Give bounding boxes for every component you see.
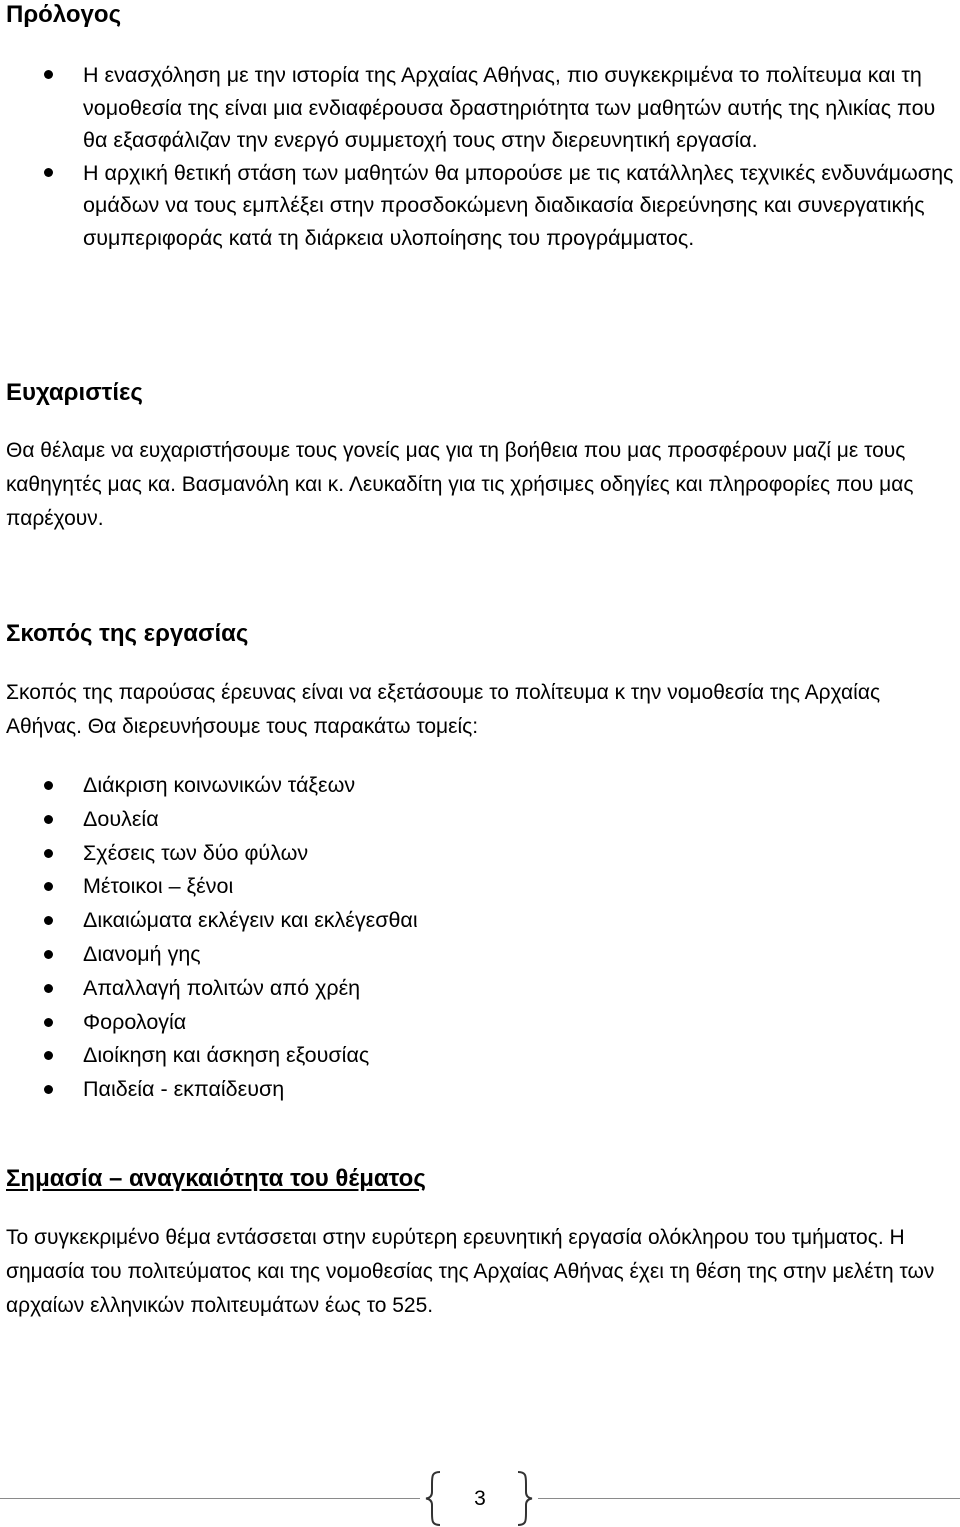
bullet-icon: [44, 950, 53, 959]
topic-item: [0, 938, 900, 972]
bullet-icon: [44, 1051, 53, 1060]
bullet-icon: [44, 984, 53, 993]
purpose-paragraph: Σκοπός της παρούσας έρευνας είναι να εξετάσουμε το πολίτευμα κ την νομοθεσία της Αρχαίας Αθήνας. Θα διερευνήσουμε τους παρακάτω τομείς:: [6, 681, 881, 738]
topic-item: [0, 837, 900, 871]
bullet-icon: [44, 70, 53, 79]
bullet-icon: [44, 1085, 53, 1094]
prologue-bullet-text: Η ενασχόληση με την ιστορία της Αρχαίας Αθήνας, πιο συγκεκριμένα το πολίτευμα και τη νομοθεσία της είναι μια ενδιαφέρουσα δραστηριότητα των μαθητών αυτής της ηλικίας που θα εξασφάλιζαν την ενεργό συμμετοχή τους στην διερευνητική εργασία.: [83, 63, 936, 152]
topic-item: [0, 803, 900, 837]
thanks-heading: Ευχαριστίες: [6, 379, 143, 406]
prologue-bullet-text: Η αρχική θετική στάση των μαθητών θα μπορούσε με τις κατάλληλες τεχνικές ενδυνάμωσης ομάδων να τους εμπλέξει στην προσδοκώμενη διαδικασία διερεύνησης και συνεργατικής συμπεριφοράς κατά τη διάρκεια υλοποίησης του προγράμματος.: [83, 160, 954, 250]
topic-item: [0, 1039, 900, 1073]
bullet-icon: [44, 916, 53, 925]
topic-text: Μέτοικοι – ξένοι: [83, 874, 234, 899]
topic-text: Φορολογία: [83, 1009, 187, 1034]
topic-item: [0, 1006, 900, 1040]
topic-text: Δουλεία: [83, 806, 159, 831]
bullet-icon: [44, 849, 53, 858]
topic-item: [0, 769, 900, 803]
topic-text: Απαλλαγή πολιτών από χρέη: [83, 975, 361, 1000]
prologue-bullet-item: [0, 157, 960, 255]
footer-rule: [538, 1498, 960, 1499]
page-number: 3: [474, 1487, 486, 1510]
topics-bullet-list: [0, 769, 900, 1107]
topic-text: Δικαιώματα εκλέγειν και εκλέγεσθαι: [83, 908, 418, 933]
prologue-bullet-list: [0, 59, 960, 254]
purpose-heading: Σκοπός της εργασίας: [6, 620, 249, 647]
topic-text: Διάκριση κοινωνικών τάξεων: [83, 773, 356, 797]
bullet-icon: [44, 882, 53, 891]
bullet-icon: [44, 815, 53, 824]
prologue-bullet-item: [0, 59, 960, 157]
page-footer: [0, 1470, 960, 1527]
left-brace-icon: [424, 1470, 444, 1527]
topic-item: [0, 1073, 900, 1107]
right-brace-icon: [514, 1470, 534, 1527]
thanks-paragraph: Θα θέλαμε να ευχαριστήσουμε τους γονείς μας για τη βοήθεια που μας προσφέρουν μαζί με τους καθηγητές μας κα. Βασμανόλη και κ. Λευκαδίτη για τις χρήσιμες οδηγίες και πληροφορίες που μας παρέχουν.: [6, 439, 914, 530]
topic-item: [0, 904, 900, 938]
significance-heading: Σημασία – αναγκαιότητα του θέματος: [6, 1165, 426, 1192]
bullet-icon: [44, 168, 53, 177]
bullet-icon: [44, 1018, 53, 1027]
bullet-icon: [44, 781, 53, 790]
footer-rule: [0, 1498, 420, 1499]
topic-item: [0, 870, 900, 904]
topic-text: Σχέσεις των δύο φύλων: [83, 840, 309, 865]
topic-text: Διοίκηση και άσκηση εξουσίας: [83, 1043, 370, 1068]
prologue-heading: Πρόλογος: [6, 1, 122, 28]
topic-text: Παιδεία - εκπαίδευση: [83, 1077, 285, 1102]
significance-paragraph: Το συγκεκριμένο θέμα εντάσσεται στην ευρύτερη ερευνητική εργασία ολόκληρου του τμήματος. Η σημασία του πολιτεύματος και της νομοθεσίας της Αρχαίας Αθήνας έχει τη θέση της στην μελέτη των αρχαίων ελληνικών πολιτευμάτων έως το 525.: [6, 1226, 935, 1317]
topic-text: Διανομή γης: [83, 941, 201, 966]
topic-item: [0, 972, 900, 1006]
